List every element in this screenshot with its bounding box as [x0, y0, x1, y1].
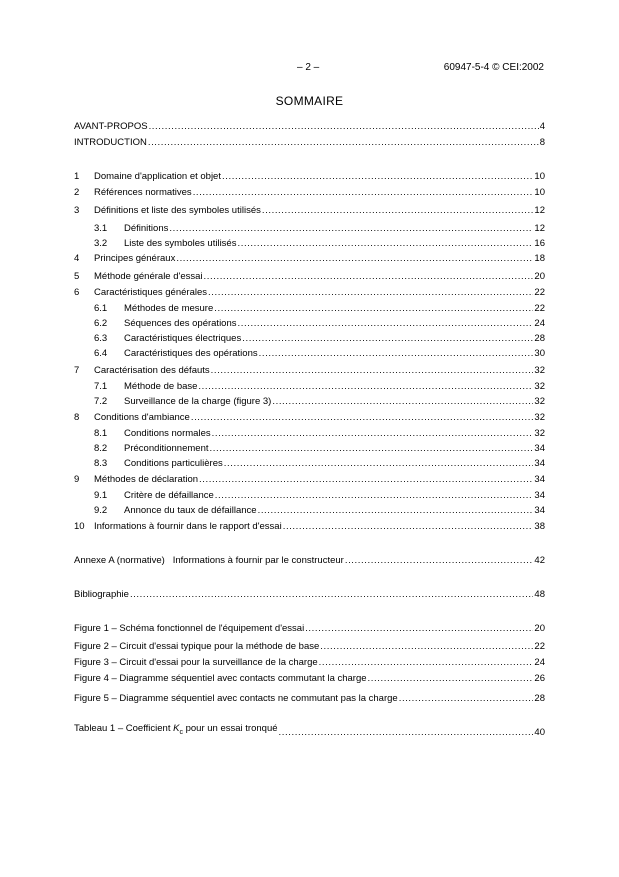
toc-entry-number: 7.1: [94, 381, 108, 392]
dot-leader: [199, 474, 533, 486]
dot-leader: [238, 318, 534, 330]
dot-leader: [345, 555, 534, 567]
dot-leader: [214, 303, 533, 315]
toc-entry[interactable]: [74, 251, 545, 265]
toc-entry[interactable]: [74, 621, 545, 635]
dot-leader: [193, 187, 534, 199]
toc-entry-page: 12: [534, 223, 545, 234]
toc-entry-page: 22: [534, 303, 545, 314]
toc-entry-page: 34: [534, 505, 545, 516]
toc-entry-page: 22: [534, 641, 545, 652]
toc-entry-page: 22: [534, 287, 545, 298]
toc-entry-number: 9.1: [94, 490, 108, 501]
toc-entry-label: Figure 5 – Diagramme séquentiel avec contacts ne commutant pas la charge: [74, 693, 398, 704]
toc-entry-page: 34: [534, 474, 545, 485]
toc-entry[interactable]: [74, 691, 545, 705]
toc-entry-label: AVANT-PROPOS: [74, 121, 148, 132]
dot-leader: [368, 673, 534, 685]
toc-entry[interactable]: [74, 135, 545, 149]
toc-entry-label: Critère de défaillance: [124, 490, 214, 501]
toc-entry-number: 7: [74, 365, 80, 376]
dot-leader: [198, 381, 533, 393]
toc-entry-number: 6.2: [94, 318, 108, 329]
toc-entry-label: Figure 1 – Schéma fonctionnel de l'équipement d'essai: [74, 623, 305, 634]
toc-entry-page: 12: [534, 205, 545, 216]
dot-leader: [148, 137, 539, 149]
toc-entry[interactable]: [74, 301, 545, 315]
toc-entry-label: Conditions particulières: [124, 458, 223, 469]
dot-leader: [176, 253, 533, 265]
dot-leader: [320, 641, 533, 653]
toc-entry-label: INTRODUCTION: [74, 137, 147, 148]
toc-entry-page: 26: [534, 673, 545, 684]
toc-entry[interactable]: [74, 587, 545, 601]
toc-entry-label: Liste des symboles utilisés: [124, 238, 237, 249]
toc-entry[interactable]: [74, 503, 545, 517]
dot-leader: [210, 443, 534, 455]
toc-entry-number: 8.2: [94, 443, 108, 454]
toc-entry-page: 34: [534, 490, 545, 501]
toc-entry-number: 6.3: [94, 333, 108, 344]
toc-entry-page: 4: [539, 121, 545, 132]
dot-leader: [262, 205, 534, 217]
toc-entry-page: 34: [534, 443, 545, 454]
toc-entry-page: 20: [534, 623, 545, 634]
toc-entry[interactable]: [74, 725, 545, 739]
toc-entry-page: 20: [534, 271, 545, 282]
toc-entry-label: Définitions: [124, 223, 169, 234]
toc-entry-page: 24: [534, 318, 545, 329]
toc-entry-page: 28: [534, 333, 545, 344]
dot-leader: [279, 727, 534, 739]
toc-entry[interactable]: [74, 346, 545, 360]
toc-entry-label: Annonce du taux de défaillance: [124, 505, 257, 516]
dot-leader: [305, 623, 533, 635]
toc-entry-number: 6.4: [94, 348, 108, 359]
toc-entry-page: 40: [534, 727, 545, 738]
dot-leader: [212, 428, 534, 440]
toc-entry[interactable]: [74, 203, 545, 217]
document-reference: 60947-5-4 © CEI:2002: [443, 62, 544, 73]
toc-entry[interactable]: [74, 655, 545, 669]
toc-entry-label: Méthodes de mesure: [124, 303, 214, 314]
toc-entry[interactable]: [74, 553, 545, 567]
toc-entry-number: 6: [74, 287, 80, 298]
toc-entry[interactable]: [74, 331, 545, 345]
toc-entry-number: 6.1: [94, 303, 108, 314]
toc-entry[interactable]: [74, 379, 545, 393]
toc-entry-label: Figure 4 – Diagramme séquentiel avec contacts commutant la charge: [74, 673, 367, 684]
toc-entry[interactable]: [74, 441, 545, 455]
toc-entry-label: Annexe A (normative) Informations à fournir par le constructeur: [74, 555, 344, 566]
toc-entry[interactable]: [74, 671, 545, 685]
dot-leader: [224, 458, 534, 470]
dot-leader: [283, 521, 534, 533]
toc-entry-number: 9: [74, 474, 80, 485]
toc-entry-label: Caractéristiques des opérations: [124, 348, 258, 359]
toc-entry[interactable]: [74, 185, 545, 199]
toc-entry-number: 8.1: [94, 428, 108, 439]
toc-entry-number: 10: [74, 521, 85, 532]
toc-entry-number: 9.2: [94, 505, 108, 516]
toc-entry-page: 42: [534, 555, 545, 566]
toc-entry-number: 3.2: [94, 238, 108, 249]
toc-entry-page: 38: [534, 521, 545, 532]
toc-entry-label: Caractérisation des défauts: [94, 365, 210, 376]
toc-entry[interactable]: [74, 363, 545, 377]
toc-entry-page: 18: [534, 253, 545, 264]
toc-entry-label: Séquences des opérations: [124, 318, 237, 329]
toc-entry-label: Figure 2 – Circuit d'essai typique pour la méthode de base: [74, 641, 320, 652]
toc-entry-label: Surveillance de la charge (figure 3): [124, 396, 272, 407]
toc-entry-number: 5: [74, 271, 80, 282]
toc-entry-label: Méthode générale d'essai: [94, 271, 203, 282]
dot-leader: [191, 412, 534, 424]
dot-leader: [149, 121, 539, 133]
toc-entry-label: Domaine d'application et objet: [94, 171, 221, 182]
toc-entry[interactable]: [74, 316, 545, 330]
toc-entry[interactable]: [74, 269, 545, 283]
toc-entry[interactable]: [74, 236, 545, 250]
toc-entry[interactable]: [74, 285, 545, 299]
toc-entry-number: 4: [74, 253, 80, 264]
toc-entry-label: Informations à fournir dans le rapport d'essai: [94, 521, 282, 532]
toc-entry-page: 32: [534, 396, 545, 407]
toc-entry[interactable]: [74, 119, 545, 133]
toc-entry-page: 10: [534, 171, 545, 182]
dot-leader: [208, 287, 533, 299]
page-number: – 2 –: [297, 62, 320, 73]
toc-entry-number: 3.1: [94, 223, 108, 234]
toc-entry-label: Bibliographie: [74, 589, 129, 600]
toc-entry-page: 24: [534, 657, 545, 668]
toc-entry-page: 32: [534, 428, 545, 439]
toc-entry[interactable]: [74, 639, 545, 653]
dot-leader: [211, 365, 534, 377]
dot-leader: [222, 171, 533, 183]
dot-leader: [130, 589, 533, 601]
dot-leader: [399, 693, 534, 705]
dot-leader: [204, 271, 534, 283]
toc-entry-page: 10: [534, 187, 545, 198]
toc-entry-label: Figure 3 – Circuit d'essai pour la surveillance de la charge: [74, 657, 318, 668]
toc-entry-number: 7.2: [94, 396, 108, 407]
dot-leader: [272, 396, 533, 408]
toc-entry-page: 30: [534, 348, 545, 359]
toc-entry[interactable]: [74, 221, 545, 235]
toc-entry-label: Principes généraux: [94, 253, 176, 264]
dot-leader: [259, 348, 534, 360]
toc-entry-label: Méthode de base: [124, 381, 198, 392]
dot-leader: [237, 238, 533, 250]
toc-entry-label: Références normatives: [94, 187, 192, 198]
dot-leader: [258, 505, 534, 517]
toc-entry-label: Caractéristiques générales: [94, 287, 208, 298]
toc-entry-label: Conditions normales: [124, 428, 211, 439]
toc-entry[interactable]: [74, 169, 545, 183]
toc-entry-label: Tableau 1 – Coefficient $K_c$ pour un essai tronqué: [74, 723, 278, 736]
toc-entry-number: 8.3: [94, 458, 108, 469]
toc-entry-number: 2: [74, 187, 80, 198]
toc-entry-page: 32: [534, 365, 545, 376]
toc-entry-page: 48: [534, 589, 545, 600]
toc-entry-number: 1: [74, 171, 80, 182]
toc-entry[interactable]: [74, 456, 545, 470]
dot-leader: [169, 223, 533, 235]
toc-entry-label: Préconditionnement: [124, 443, 209, 454]
toc-entry-label: Définitions et liste des symboles utilisés: [94, 205, 261, 216]
toc-entry[interactable]: [74, 519, 545, 533]
toc-entry-page: 32: [534, 381, 545, 392]
toc-entry-label: Conditions d'ambiance: [94, 412, 190, 423]
toc-entry[interactable]: [74, 410, 545, 424]
toc-entry[interactable]: [74, 472, 545, 486]
toc-entry-page: 28: [534, 693, 545, 704]
toc-entry-label: Méthodes de déclaration: [94, 474, 199, 485]
toc-entry[interactable]: [74, 488, 545, 502]
toc-entry-page: 32: [534, 412, 545, 423]
toc-entry-number: 3: [74, 205, 80, 216]
toc-entry-page: 34: [534, 458, 545, 469]
dot-leader: [319, 657, 534, 669]
dot-leader: [242, 333, 533, 345]
toc-entry[interactable]: [74, 394, 545, 408]
toc-entry-page: 16: [534, 238, 545, 249]
toc-entry-page: 8: [539, 137, 545, 148]
toc-entry-number: 8: [74, 412, 80, 423]
dot-leader: [215, 490, 534, 502]
toc-entry[interactable]: [74, 426, 545, 440]
page-title: SOMMAIRE: [275, 94, 344, 108]
toc-entry-label: Caractéristiques électriques: [124, 333, 242, 344]
